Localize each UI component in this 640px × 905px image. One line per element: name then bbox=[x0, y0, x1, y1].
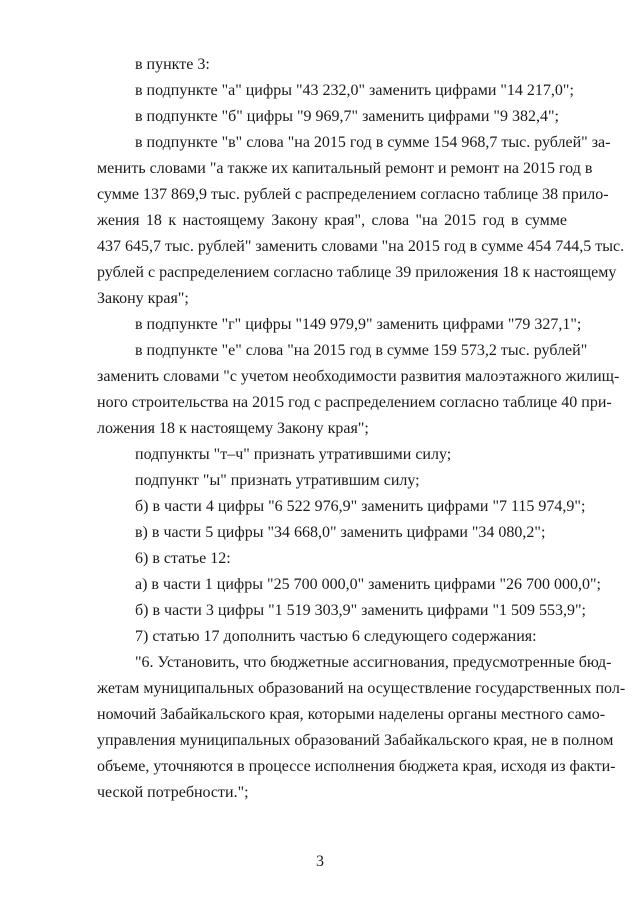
paragraph-line: жетам муниципальных образований на осуществление государственных пол- bbox=[97, 680, 626, 697]
paragraph-line: заменить словами "с учетом необходимости развития малоэтажного жилищ- bbox=[97, 368, 620, 385]
paragraph-line: 437 645,7 тыс. рублей" заменить словами "на 2015 год в сумме 454 744,5 тыс. bbox=[97, 238, 625, 255]
paragraph-line: ного строительства на 2015 год с распределением согласно таблице 40 при- bbox=[97, 394, 612, 411]
paragraph-line: жения 18 к настоящему Закону края", слова "на 2015 год в сумме bbox=[97, 212, 567, 229]
paragraph-line: управления муниципальных образований Забайкальского края, не в полном bbox=[97, 732, 614, 749]
paragraph-line: сумме 137 869,9 тыс. рублей с распределением согласно таблице 38 прило- bbox=[97, 186, 609, 203]
paragraph-line: рублей с распределением согласно таблице 39 приложения 18 к настоящему bbox=[97, 264, 617, 281]
paragraph-line: 6) в статье 12: bbox=[135, 550, 231, 567]
paragraph-line: в подпункте "в" слова "на 2015 год в сумме 154 968,7 тыс. рублей" за- bbox=[135, 134, 611, 151]
paragraph-line: а) в части 1 цифры "25 700 000,0" заменить цифрами "26 700 000,0"; bbox=[135, 576, 601, 593]
paragraph-line: менить словами "а также их капитальный ремонт и ремонт на 2015 год в bbox=[97, 160, 593, 177]
paragraph-line: б) в части 3 цифры "1 519 303,9" заменить цифрами "1 509 553,9"; bbox=[135, 602, 586, 619]
paragraph-line: 7) статью 17 дополнить частью 6 следующего содержания: bbox=[135, 628, 537, 645]
paragraph-line: Закону края"; bbox=[97, 290, 189, 307]
page-number: 3 bbox=[316, 853, 324, 870]
paragraph-line: объеме, уточняются в процессе исполнения бюджета края, исходя из факти- bbox=[97, 758, 616, 775]
paragraph-line: ческой потребности."; bbox=[97, 784, 249, 801]
document-body bbox=[97, 52, 626, 806]
paragraph-line: ложения 18 к настоящему Закону края"; bbox=[97, 420, 369, 437]
paragraph-line: "6. Установить, что бюджетные ассигнования, предусмотренные бюд- bbox=[135, 654, 612, 671]
paragraph-line: подпункты "т–ч" признать утратившими силу; bbox=[135, 446, 452, 463]
paragraph-line: подпункт "ы" признать утратившим силу; bbox=[135, 472, 420, 489]
paragraph-line: номочий Забайкальского края, которыми наделены органы местного само- bbox=[97, 706, 606, 723]
paragraph-line: в) в части 5 цифры "34 668,0" заменить цифрами "34 080,2"; bbox=[135, 524, 546, 541]
paragraph-line: в пункте 3: bbox=[135, 56, 210, 73]
paragraph-line: в подпункте "а" цифры "43 232,0" заменить цифрами "14 217,0"; bbox=[135, 82, 574, 99]
paragraph-line: в подпункте "б" цифры "9 969,7" заменить цифрами "9 382,4"; bbox=[135, 108, 559, 125]
paragraph-line: в подпункте "г" цифры "149 979,9" заменить цифрами "79 327,1"; bbox=[135, 316, 582, 333]
paragraph-line: б) в части 4 цифры "6 522 976,9" заменить цифрами "7 115 974,9"; bbox=[135, 498, 586, 515]
paragraph-line: в подпункте "е" слова "на 2015 год в сумме 159 573,2 тыс. рублей" bbox=[135, 342, 588, 359]
